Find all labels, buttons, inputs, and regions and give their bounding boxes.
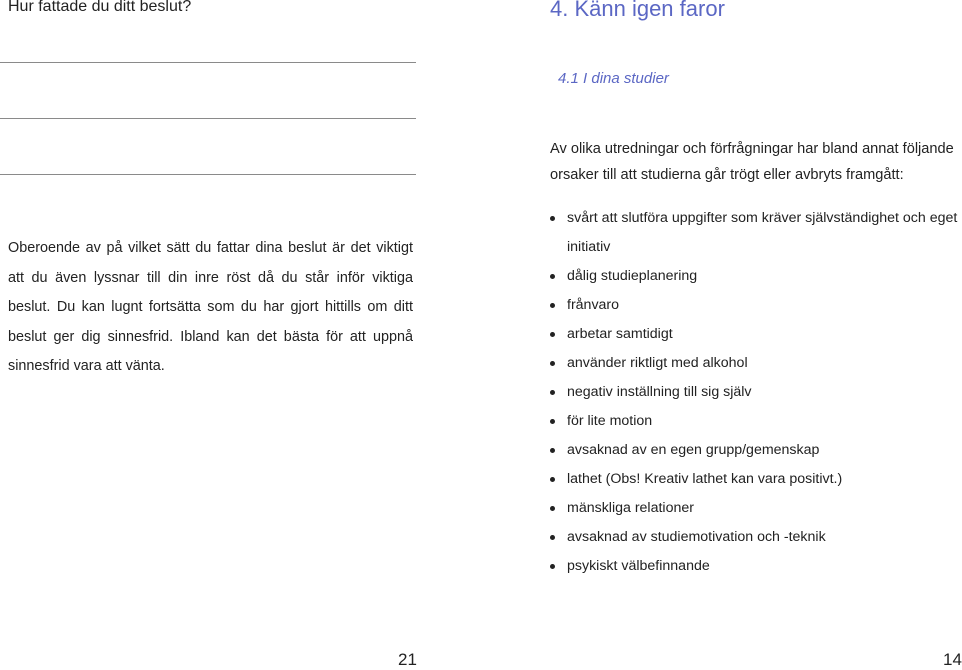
list-item: använder riktligt med alkohol: [540, 349, 959, 378]
list-item: svårt att slutföra uppgifter som kräver självständighet och eget initiativ: [540, 204, 959, 262]
reasons-list: [540, 204, 959, 581]
intro-paragraph: Av olika utredningar och förfrågningar har bland annat följande orsaker till att studierna går trögt eller avbryts framgått:: [550, 141, 954, 183]
list-item: dålig studieplanering: [540, 262, 959, 291]
right-page: [540, 0, 962, 669]
left-page: [0, 0, 420, 669]
page-number-left: 21: [398, 650, 417, 669]
list-item: mänskliga relationer: [540, 494, 959, 523]
chapter-heading: 4. Känn igen faror: [550, 0, 725, 21]
list-item: lathet (Obs! Kreativ lathet kan vara positivt.): [540, 465, 959, 494]
answer-line-2: [0, 118, 416, 119]
answer-line-1: [0, 62, 416, 63]
list-item: frånvaro: [540, 291, 959, 320]
body-paragraph: Oberoende av på vilket sätt du fattar dina beslut är det viktigt att du även lyssnar till din inre röst då du står inför viktiga beslut. Du kan lugnt fortsätta som du har gjort hittills om ditt beslut ger dig sinnesfrid. Ibland kan det bästa för att uppnå sinnesfrid vara att vänta.: [8, 240, 413, 374]
list-item: avsaknad av studiemotivation och -teknik: [540, 523, 959, 552]
list-item: arbetar samtidigt: [540, 320, 959, 349]
list-item: negativ inställning till sig själv: [540, 378, 959, 407]
list-item: psykiskt välbefinnande: [540, 552, 959, 581]
list-item: avsaknad av en egen grupp/gemenskap: [540, 436, 959, 465]
page-number-right: 14: [943, 650, 962, 669]
list-item: för lite motion: [540, 407, 959, 436]
reflection-question: Hur fattade du ditt beslut?: [8, 0, 192, 15]
answer-line-3: [0, 174, 416, 175]
section-heading: 4.1 I dina studier: [558, 70, 669, 87]
